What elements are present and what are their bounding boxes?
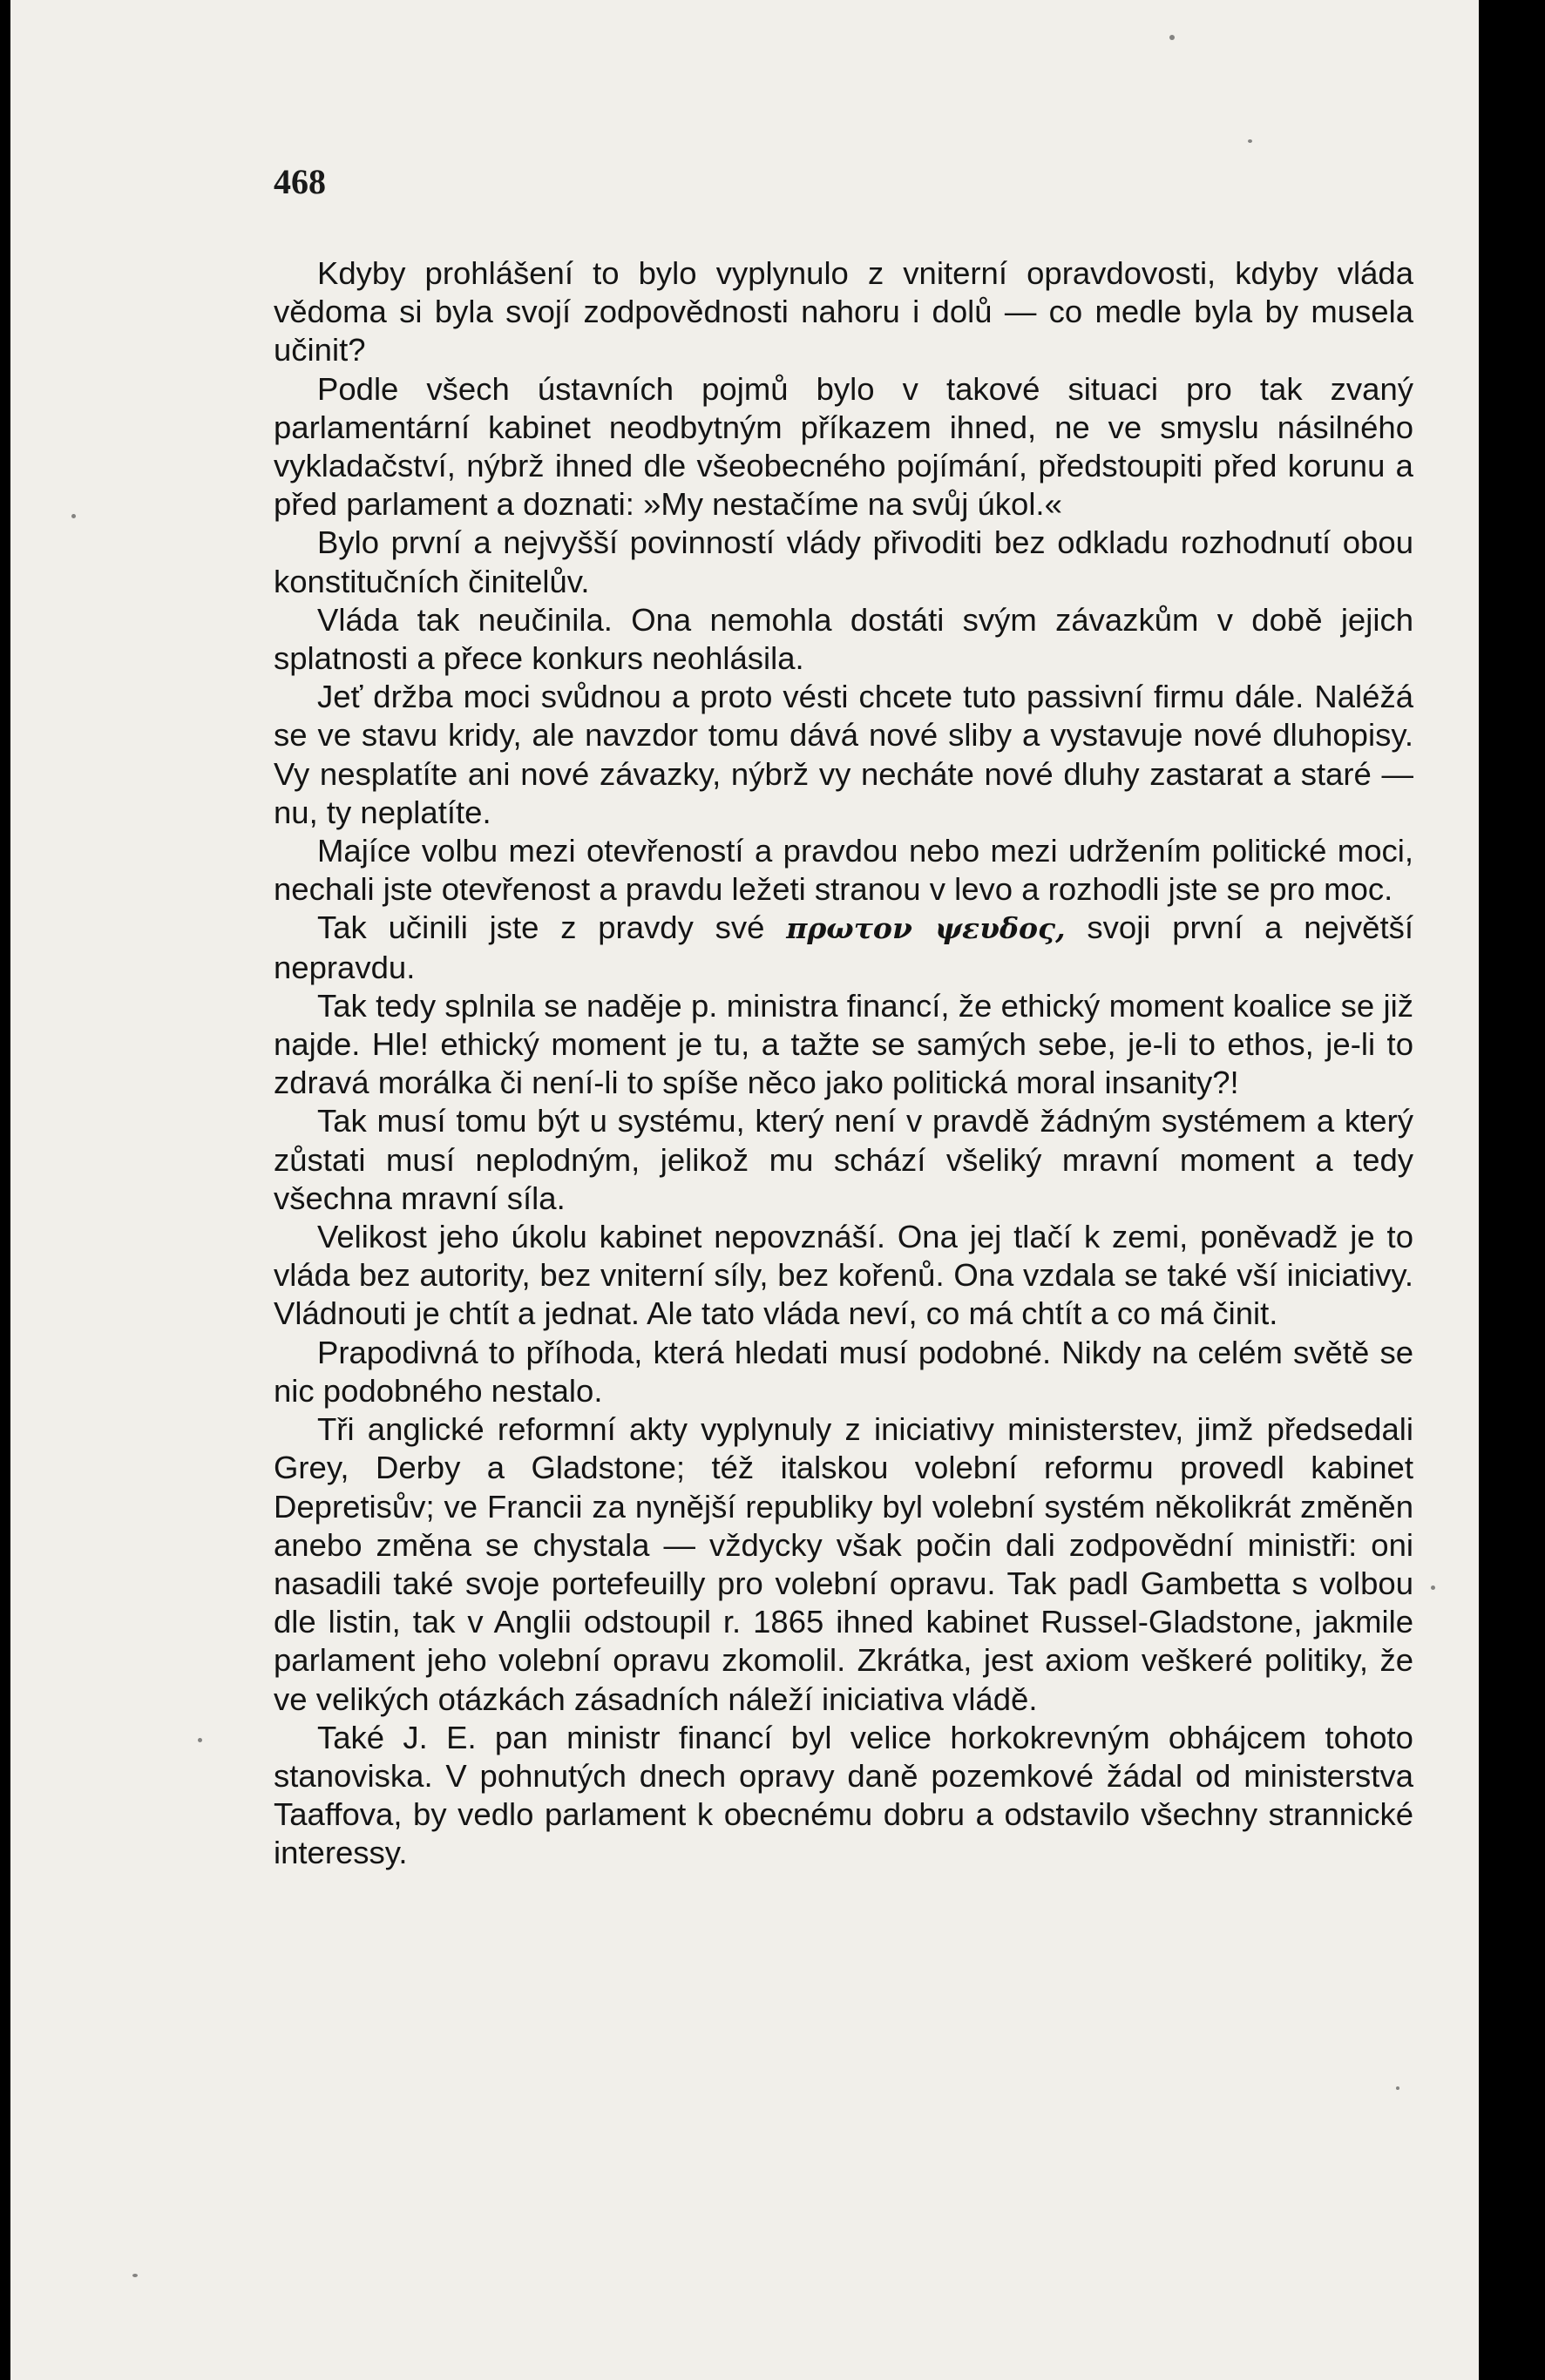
paragraph-13: Také J. E. pan ministr financí byl velice horkokrevným obhájcem tohoto stanoviska. V pohnutých dnech opravy daně pozemkové žádal od ministerstva Taaffova, by vedlo parlament k obecnému dobru a odstavilo všechny strannické interessy. [274, 1719, 1413, 1871]
greek-para-before: Tak učinili jste z pravdy své [317, 909, 765, 946]
paragraph-4: Vláda tak neučinila. Ona nemohla dostáti svým závazkům v době jejich splatnosti a přece konkurs neohlásila. [274, 601, 1413, 677]
paragraph-10: Velikost jeho úkolu kabinet nepovznáší. Ona jej tlačí k zemi, poněvadž je to vláda bez autority, bez vniterní síly, bez kořenů. Ona vzdala se také vší iniciativy. Vládnouti je chtít a jednat. Ale tato vláda neví, co má chtít a co má činit. [274, 1219, 1413, 1332]
paragraph-11: Prapodivná to příhoda, která hledati musí podobné. Nikdy na celém světě se nic podobného nestalo. [274, 1334, 1413, 1409]
paragraph-5: Jeť držba moci svůdnou a proto vésti chcete tuto passivní firmu dále. Naléžá se ve stavu kridy, ale navzdor tomu dává nové sliby a vystavuje nové dluhopisy. Vy nesplatíte ani nové závazky, nýbrž vy necháte nové dluhy zastarat a staré — nu, ty neplatíte. [274, 679, 1413, 830]
paragraph-6: Majíce volbu mezi otevřeností a pravdou nebo mezi udržením politické moci, nechali jste otevřenost a pravdu ležeti stranou v levo a rozhodli jste se pro moc. [274, 833, 1413, 908]
scan-speck [1248, 139, 1252, 143]
paragraph-1: Kdyby prohlášení to bylo vyplynulo z vniterní opravdovosti, kdyby vláda vědoma si byla svojí zodpovědnosti nahoru i dolů — co medle byla by musela učinit? [274, 255, 1413, 368]
body-text [274, 254, 1413, 1873]
paragraph-8: Tak tedy splnila se naděje p. ministra financí, že ethický moment koalice se již najde. Hle! ethický moment je tu, a tažte se samých sebe, je-li to ethos, je-li to zdravá morálka či není-li to spíše něco jako politická moral insanity?! [274, 987, 1413, 1101]
paragraph-greek [274, 909, 1413, 986]
scan-speck [132, 2274, 138, 2277]
scan-speck [198, 1738, 202, 1742]
paragraph-9: Tak musí tomu být u systému, který není v pravdě žádným systémem a který zůstati musí neplodným, jelikož mu schází všeliký mravní moment a tedy všechna mravní síla. [274, 1103, 1413, 1216]
book-page [10, 0, 1479, 2380]
scan-speck [1431, 1586, 1435, 1590]
greek-phrase: πρωτον ψευδος, [786, 911, 1066, 946]
scan-speck [1396, 2086, 1399, 2090]
scan-speck [71, 514, 76, 518]
paragraph-3: Bylo první a nejvyšší povinností vlády přivoditi bez odkladu rozhodnutí obou konstitučních činitelův. [274, 524, 1413, 599]
scan-speck [1169, 35, 1175, 40]
paragraph-2: Podle všech ústavních pojmů bylo v takové situaci pro tak zvaný parlamentární kabinet neodbytným příkazem ihned, ne ve smyslu násilného vykladačství, nýbrž ihned dle všeobecného pojímání, předstoupiti před korunu a před parlament a doznati: »My nestačíme na svůj úkol.« [274, 370, 1413, 523]
greek-para-after: svoji první a největší nepravdu. [274, 909, 1413, 985]
page-number: 468 [274, 162, 326, 201]
paragraph-12: Tři anglické reformní akty vyplynuly z iniciativy ministerstev, jimž předsedali Grey, Derby a Gladstone; též italskou volební reformu provedl kabinet Depretisův; ve Francii za nynější republiky byl volební systém několikrát změněn anebo změna se chystala — vždycky však počin dali zodpovědní ministři: oni nasadili také svoje portefeuilly pro volební opravu. Tak padl Gambetta s volbou dle listin, tak v Anglii odstoupil r. 1865 ihned kabinet Russel-Gladstone, jakmile parlament jeho volební opravu zkomolil. Zkrátka, jest axiom veškeré politiky, že ve velikých otázkách zásadních náleží iniciativa vládě. [274, 1411, 1413, 1717]
